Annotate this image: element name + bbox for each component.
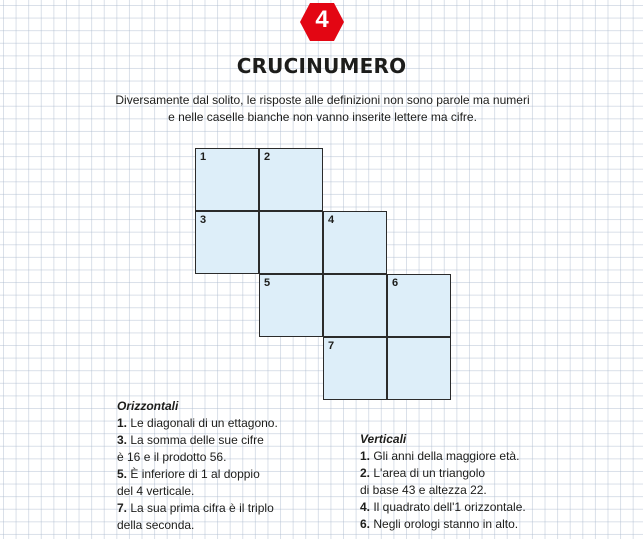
clue-line [117,517,317,534]
grid-cell[interactable] [195,211,259,274]
clue-text: Le diagonali di un ettagono. [127,416,278,430]
clue-text: Negli orologi stanno in alto. [370,517,519,531]
clue-line [360,516,560,533]
grid-cell[interactable] [323,211,387,274]
clue-text: L'area di un triangolo [370,466,486,480]
clue-number: 4. [360,500,371,514]
cell-number: 7 [328,340,335,352]
clues-vertical-heading: Verticali [360,432,407,446]
clue-number: 6. [360,517,371,531]
cell-number: 2 [264,151,271,163]
intro-line: Diversamente dal solito, le risposte alle definizioni non sono parole ma numeri [115,93,530,107]
clue-line [117,415,317,432]
grid-cell[interactable] [259,211,323,274]
clues-vertical [360,431,560,533]
clue-text: del 4 verticale. [117,484,195,498]
cell-number: 3 [200,214,207,226]
grid-cell[interactable] [195,148,259,211]
clue-line [117,483,317,500]
cell-number: 4 [328,214,335,226]
clue-line [360,448,560,465]
clue-text: Gli anni della maggiore età. [370,449,520,463]
clue-number: 2. [360,466,371,480]
clue-number: 1. [360,449,371,463]
clue-number: 7. [117,501,128,515]
clue-line [117,449,317,466]
clue-text: La somma delle sue cifre [127,433,264,447]
cell-number: 1 [200,151,207,163]
clues-horizontal [117,398,317,534]
clue-line [360,482,560,499]
page-title: CRUCINUMERO [236,54,407,78]
grid-cell[interactable] [323,274,387,337]
clue-text: della seconda. [117,518,195,532]
clues-horizontal-heading: Orizzontali [117,399,179,413]
grid-cell[interactable] [259,148,323,211]
clue-number: 1. [117,416,128,430]
clue-text: di base 43 e altezza 22. [360,483,487,497]
grid-cell[interactable] [323,337,387,400]
clue-line [117,500,317,517]
grid-cell[interactable] [387,337,451,400]
clue-line [360,465,560,482]
clue-text: La sua prima cifra è il triplo [127,501,274,515]
clue-text: Il quadrato dell'1 orizzontale. [370,500,526,514]
clue-number: 3. [117,433,128,447]
clue-line [117,466,317,483]
clue-line [360,499,560,516]
grid-cell[interactable] [387,274,451,337]
clue-number: 5. [117,467,128,481]
clue-line [117,432,317,449]
intro-line: e nelle caselle bianche non vanno inserite lettere ma cifre. [168,110,477,124]
grid-cell[interactable] [259,274,323,337]
exercise-number: 4 [315,6,329,33]
cell-number: 5 [264,277,271,289]
clue-text: è 16 e il prodotto 56. [117,450,227,464]
clue-text: È inferiore di 1 al doppio [127,467,260,481]
cell-number: 6 [392,277,399,289]
